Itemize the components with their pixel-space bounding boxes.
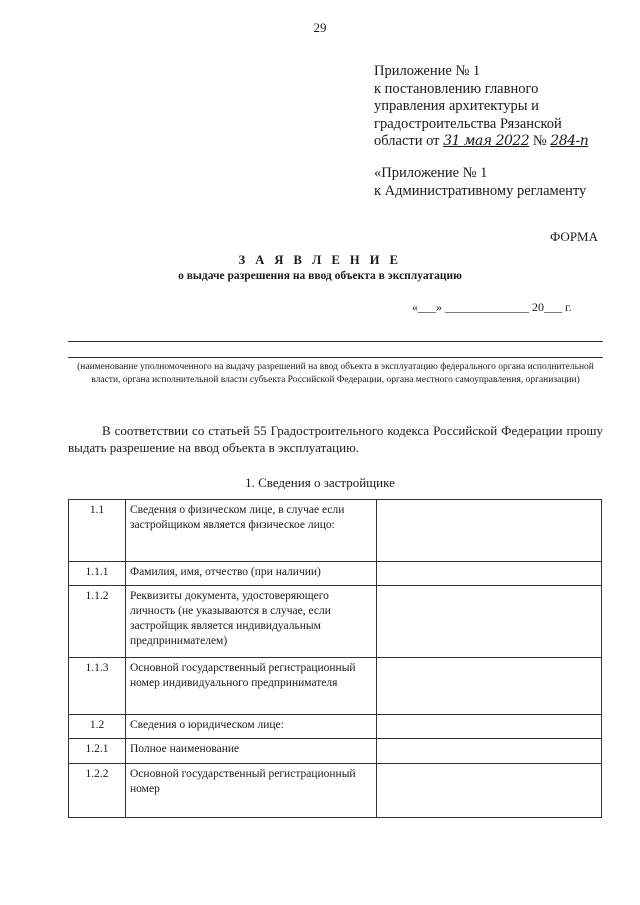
table-row bbox=[69, 500, 602, 562]
row-label: Фамилия, имя, отчество (при наличии) bbox=[126, 562, 377, 586]
row-number: 1.2.2 bbox=[69, 764, 126, 818]
row-number: 1.1 bbox=[69, 500, 126, 562]
appendix-block bbox=[374, 63, 614, 151]
appendix-line-4: градостроительства Рязанской bbox=[374, 115, 562, 132]
row-number: 1.1.3 bbox=[69, 658, 126, 715]
table-row bbox=[69, 715, 602, 739]
row-label: Основной государственный регистрационный номер индивидуального предпринимателя bbox=[126, 658, 377, 715]
regulation-appendix-line-1: «Приложение № 1 bbox=[374, 165, 488, 181]
table-row bbox=[69, 658, 602, 715]
table-row bbox=[69, 739, 602, 764]
section-heading: 1. Сведения о застройщике bbox=[245, 475, 395, 490]
date-line[interactable]: «___» ______________ 20___ г. bbox=[412, 300, 572, 314]
handwritten-number: 284-п bbox=[550, 133, 589, 149]
document-title: З А Я В Л Е Н И Е bbox=[238, 253, 402, 267]
applicant-info-table bbox=[68, 499, 602, 818]
row-value-cell[interactable] bbox=[377, 658, 602, 715]
table-row bbox=[69, 764, 602, 818]
row-value-cell[interactable] bbox=[377, 562, 602, 586]
form-label: ФОРМА bbox=[550, 229, 598, 244]
row-label: Сведения о физическом лице, в случае если застройщиком является физическое лицо: bbox=[126, 500, 377, 562]
appendix-line-3: управления архитектуры и bbox=[374, 98, 539, 114]
row-number: 1.2.1 bbox=[69, 739, 126, 764]
table-row bbox=[69, 586, 602, 658]
regulation-appendix-line-2: к Административному регламенту bbox=[374, 182, 587, 199]
row-value-cell[interactable] bbox=[377, 586, 602, 658]
intro-paragraph: В соответствии со статьей 55 Градостроительного кодекса Российской Федерации прошу выдать разрешение на ввод объекта в эксплуатацию. bbox=[68, 423, 603, 455]
row-value-cell[interactable] bbox=[377, 764, 602, 818]
appendix-line-2: к постановлению главного bbox=[374, 80, 539, 97]
document-subtitle: о выдаче разрешения на ввод объекта в эксплуатацию bbox=[178, 270, 462, 282]
appendix-number-prefix: № bbox=[532, 133, 547, 149]
handwritten-date: 31 мая 2022 bbox=[443, 133, 530, 149]
row-number: 1.1.1 bbox=[69, 562, 126, 586]
row-value-cell[interactable] bbox=[377, 500, 602, 562]
regulation-appendix-block bbox=[374, 165, 624, 200]
row-number: 1.2 bbox=[69, 715, 126, 739]
row-label: Полное наименование bbox=[126, 739, 377, 764]
authority-name-line-2[interactable] bbox=[68, 357, 603, 358]
row-label: Реквизиты документа, удостоверяющего личность (не указываются в случае, если застройщик является индивидуальным предпринимателем) bbox=[126, 586, 377, 658]
row-label: Сведения о юридическом лице: bbox=[126, 715, 377, 739]
authority-name-line-1[interactable] bbox=[68, 341, 603, 342]
page-number: 29 bbox=[313, 20, 327, 35]
row-value-cell[interactable] bbox=[377, 715, 602, 739]
appendix-date-prefix: области от bbox=[374, 133, 440, 149]
row-label: Основной государственный регистрационный номер bbox=[126, 764, 377, 818]
appendix-line-1: Приложение № 1 bbox=[374, 63, 481, 79]
row-value-cell[interactable] bbox=[377, 739, 602, 764]
table-row bbox=[69, 562, 602, 586]
appendix-line-5 bbox=[374, 133, 614, 151]
authority-caption: (наименование уполномоченного на выдачу разрешений на ввод объекта в эксплуатацию федерального органа исполнительной власти, органа исполнительной власти субъекта Российской Федерации, органа местного самоуправления, организации) bbox=[77, 362, 594, 385]
row-number: 1.1.2 bbox=[69, 586, 126, 658]
